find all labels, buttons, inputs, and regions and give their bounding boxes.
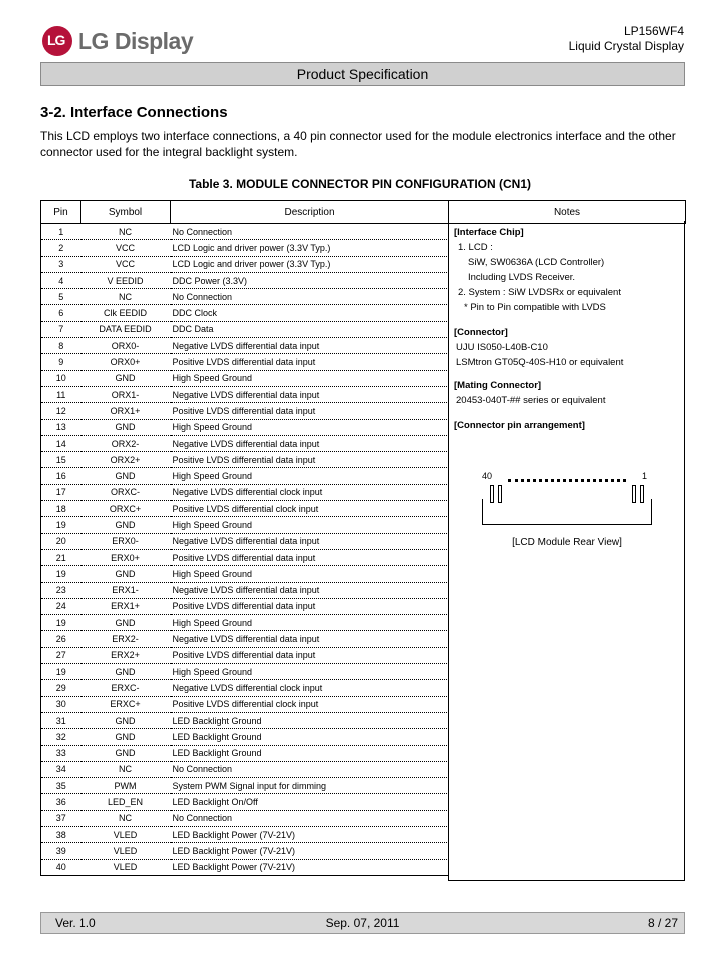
lcd-line3: Including LVDS Receiver.	[468, 272, 576, 283]
description-cell: Positive LVDS differential clock input	[171, 501, 449, 517]
rear-view-caption: [LCD Module Rear View]	[512, 537, 622, 548]
description-cell: Negative LVDS differential clock input	[171, 680, 449, 696]
pin-cell: 27	[41, 647, 81, 663]
description-cell: LCD Logic and driver power (3.3V Typ.)	[171, 256, 449, 272]
pin-cell: 4	[41, 272, 81, 288]
pin-cell: 31	[41, 712, 81, 728]
description-cell: Negative LVDS differential data input	[171, 631, 449, 647]
symbol-cell: LED_EN	[81, 794, 171, 810]
description-cell: High Speed Ground	[171, 517, 449, 533]
lcd-line2: SiW, SW0636A (LCD Controller)	[468, 257, 605, 268]
footer-bar	[40, 912, 685, 934]
product-type: Liquid Crystal Display	[568, 39, 684, 53]
description-cell: Negative LVDS differential clock input	[171, 484, 449, 500]
col-notes: Notes	[449, 201, 686, 224]
pin-cell: 9	[41, 354, 81, 370]
pin-cell: 19	[41, 566, 81, 582]
description-cell: Negative LVDS differential data input	[171, 386, 449, 402]
symbol-cell: ORXC-	[81, 484, 171, 500]
symbol-cell: V EEDID	[81, 272, 171, 288]
description-cell: No Connection	[171, 289, 449, 305]
pin-cell: 37	[41, 810, 81, 826]
interface-chip-heading: [Interface Chip]	[454, 227, 524, 238]
pin-cell: 15	[41, 452, 81, 468]
pin-cell: 26	[41, 631, 81, 647]
description-cell: LED Backlight Power (7V-21V)	[171, 859, 449, 875]
symbol-cell: NC	[81, 810, 171, 826]
pin-cell: 12	[41, 403, 81, 419]
pin-cell: 32	[41, 729, 81, 745]
symbol-cell: GND	[81, 566, 171, 582]
arrangement-heading: [Connector pin arrangement]	[454, 420, 585, 431]
symbol-cell: ORX0-	[81, 338, 171, 354]
symbol-cell: ORXC+	[81, 501, 171, 517]
symbol-cell: GND	[81, 712, 171, 728]
pin-cell: 29	[41, 680, 81, 696]
pin-cell: 19	[41, 664, 81, 680]
symbol-cell: VLED	[81, 859, 171, 875]
symbol-cell: ERXC-	[81, 680, 171, 696]
description-cell: Positive LVDS differential data input	[171, 452, 449, 468]
pin-cell: 17	[41, 484, 81, 500]
symbol-cell: ORX1-	[81, 386, 171, 402]
pin-cell: 10	[41, 370, 81, 386]
pin-cell: 40	[41, 859, 81, 875]
col-pin: Pin	[41, 201, 81, 224]
connector-diagram	[482, 471, 652, 548]
pin-cell: 7	[41, 321, 81, 337]
symbol-cell: ERX2-	[81, 631, 171, 647]
pin-40-label: 40	[482, 471, 493, 481]
pin-cell: 14	[41, 435, 81, 451]
description-cell: Negative LVDS differential data input	[171, 533, 449, 549]
pin-cell: 6	[41, 305, 81, 321]
model-number: LP156WF4	[623, 24, 684, 38]
description-cell: High Speed Ground	[171, 370, 449, 386]
section-intro: This LCD employs two interface connections, a 40 pin connector used for the module electronics interface and the other connector used for the integral backlight system.	[40, 129, 676, 159]
description-cell: Negative LVDS differential data input	[171, 582, 449, 598]
symbol-cell: ORX0+	[81, 354, 171, 370]
symbol-cell: ORX1+	[81, 403, 171, 419]
table-title: Table 3. MODULE CONNECTOR PIN CONFIGURATION (CN1)	[188, 177, 531, 191]
description-cell: Positive LVDS differential data input	[171, 647, 449, 663]
symbol-cell: NC	[81, 289, 171, 305]
description-cell: DDC Clock	[171, 305, 449, 321]
symbol-cell: GND	[81, 517, 171, 533]
col-symbol: Symbol	[81, 201, 171, 224]
symbol-cell: GND	[81, 745, 171, 761]
page-number: 8 / 27	[647, 916, 678, 930]
lg-logo-icon: LG	[42, 26, 72, 56]
pin-cell: 2	[41, 240, 81, 256]
pin-cell: 21	[41, 549, 81, 565]
pin-cell: 34	[41, 761, 81, 777]
lg-display-logo	[42, 26, 193, 56]
connector-line2: LSMtron GT05Q-40S-H10 or equivalent	[456, 357, 624, 368]
system-line: 2. System : SiW LVDSRx or equivalent	[458, 287, 621, 298]
symbol-cell: ERX0-	[81, 533, 171, 549]
notes-content	[454, 225, 623, 433]
symbol-cell: VLED	[81, 843, 171, 859]
pin-cell: 23	[41, 582, 81, 598]
pin-row-dots	[508, 479, 626, 482]
symbol-cell: ORX2+	[81, 452, 171, 468]
symbol-cell: PWM	[81, 778, 171, 794]
symbol-cell: GND	[81, 615, 171, 631]
pin-cell: 8	[41, 338, 81, 354]
pin-cell: 16	[41, 468, 81, 484]
description-cell: Positive LVDS differential clock input	[171, 696, 449, 712]
description-cell: High Speed Ground	[171, 615, 449, 631]
date: Sep. 07, 2011	[325, 916, 400, 930]
mating-heading: [Mating Connector]	[454, 380, 542, 391]
description-cell: Positive LVDS differential data input	[171, 549, 449, 565]
pin-cell: 36	[41, 794, 81, 810]
connector-line1: UJU IS050-L40B-C10	[456, 342, 548, 353]
pin-compat-note: * Pin to Pin compatible with LVDS	[464, 302, 606, 313]
symbol-cell: NC	[81, 761, 171, 777]
pin-cell: 30	[41, 696, 81, 712]
pin-cell: 35	[41, 778, 81, 794]
brand-name: LG Display	[78, 27, 194, 54]
description-cell: LED Backlight Power (7V-21V)	[171, 826, 449, 842]
model-info	[569, 24, 684, 54]
symbol-cell: VCC	[81, 256, 171, 272]
version: Ver. 1.0	[55, 916, 96, 930]
pin-cell: 19	[41, 615, 81, 631]
connector-heading: [Connector]	[454, 327, 508, 338]
description-cell: DDC Data	[171, 321, 449, 337]
pin-cell: 18	[41, 501, 81, 517]
description-cell: LED Backlight Ground	[171, 745, 449, 761]
symbol-cell: ERX2+	[81, 647, 171, 663]
description-cell: LED Backlight Ground	[171, 712, 449, 728]
notes-cell	[448, 221, 685, 881]
description-cell: No Connection	[171, 224, 449, 240]
pin-cell: 24	[41, 598, 81, 614]
col-description: Description	[171, 201, 449, 224]
pin-cell: 39	[41, 843, 81, 859]
symbol-cell: GND	[81, 419, 171, 435]
symbol-cell: NC	[81, 224, 171, 240]
symbol-cell: ERX1+	[81, 598, 171, 614]
symbol-cell: GND	[81, 664, 171, 680]
symbol-cell: ERX1-	[81, 582, 171, 598]
description-cell: High Speed Ground	[171, 468, 449, 484]
description-cell: LED Backlight Power (7V-21V)	[171, 843, 449, 859]
description-cell: System PWM Signal input for dimming	[171, 778, 449, 794]
pin-cell: 1	[41, 224, 81, 240]
pin-cell: 3	[41, 256, 81, 272]
description-cell: No Connection	[171, 761, 449, 777]
pin-cell: 13	[41, 419, 81, 435]
symbol-cell: ORX2-	[81, 435, 171, 451]
pin-cell: 19	[41, 517, 81, 533]
pin-cell: 5	[41, 289, 81, 305]
pin-1-label: 1	[642, 471, 648, 481]
description-cell: High Speed Ground	[171, 664, 449, 680]
description-cell: LCD Logic and driver power (3.3V Typ.)	[171, 240, 449, 256]
description-cell: LED Backlight Ground	[171, 729, 449, 745]
description-cell: High Speed Ground	[171, 419, 449, 435]
symbol-cell: DATA EEDID	[81, 321, 171, 337]
description-cell: Negative LVDS differential data input	[171, 338, 449, 354]
description-cell: No Connection	[171, 810, 449, 826]
mating-line: 20453-040T-## series or equivalent	[456, 395, 606, 406]
section-title: 3-2. Interface Connections	[40, 104, 228, 121]
description-cell: LED Backlight On/Off	[171, 794, 449, 810]
description-cell: Positive LVDS differential data input	[171, 354, 449, 370]
symbol-cell: ERX0+	[81, 549, 171, 565]
symbol-cell: VLED	[81, 826, 171, 842]
lcd-line1: 1. LCD :	[458, 242, 493, 253]
symbol-cell: GND	[81, 729, 171, 745]
spec-bar: Product Specification	[40, 62, 685, 86]
symbol-cell: GND	[81, 370, 171, 386]
description-cell: High Speed Ground	[171, 566, 449, 582]
description-cell: Positive LVDS differential data input	[171, 598, 449, 614]
pin-cell: 38	[41, 826, 81, 842]
description-cell: Positive LVDS differential data input	[171, 403, 449, 419]
pin-cell: 20	[41, 533, 81, 549]
connector-body	[482, 499, 652, 525]
description-cell: Negative LVDS differential data input	[171, 435, 449, 451]
pin-cell: 33	[41, 745, 81, 761]
symbol-cell: ERXC+	[81, 696, 171, 712]
symbol-cell: Clk EEDID	[81, 305, 171, 321]
description-cell: DDC Power (3.3V)	[171, 272, 449, 288]
symbol-cell: GND	[81, 468, 171, 484]
symbol-cell: VCC	[81, 240, 171, 256]
pin-cell: 11	[41, 386, 81, 402]
